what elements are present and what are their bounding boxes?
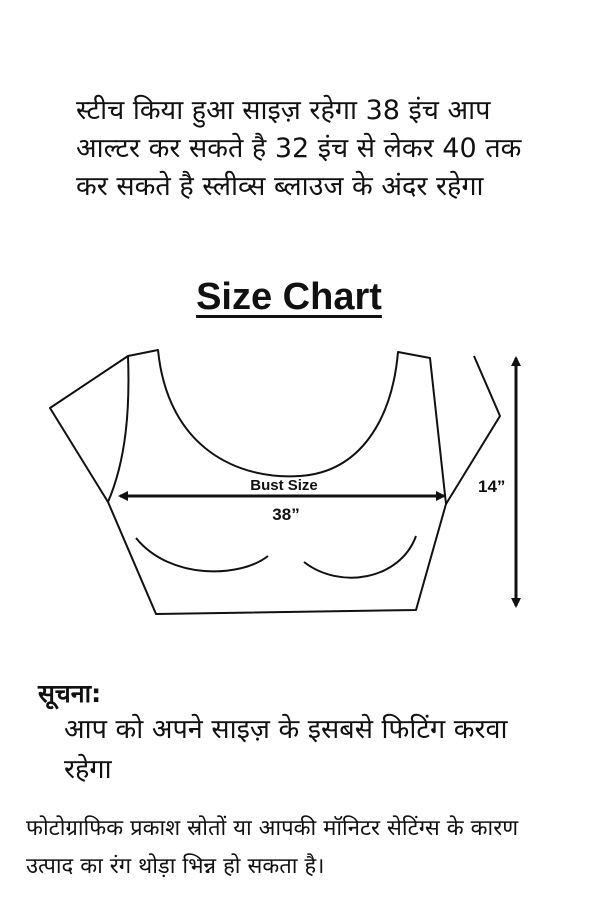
size-chart-title: Size Chart: [196, 276, 382, 318]
bust-size-label: Bust Size: [250, 477, 318, 494]
blouse-size-diagram: [0, 340, 600, 620]
left-bust-curve: [136, 538, 268, 571]
notice-label: सूचना:: [38, 679, 102, 708]
bust-size-value: 38”: [272, 505, 300, 524]
intro-line: आल्टर कर सकते है 32 इंच से लेकर 40 तक: [76, 133, 522, 164]
notice-text: [64, 710, 584, 790]
disclaimer-line: उत्पाद का रंग थोड़ा भिन्न हो सकता है।: [26, 854, 325, 879]
disclaimer-line: फोटोग्राफिक प्रकाश स्रोतों या आपकी मॉनिटर सेटिंग्स के कारण: [26, 816, 519, 841]
notice-line: आप को अपने साइज़ के इसबसे फिटिंग करवा: [64, 714, 508, 745]
length-value: 14”: [478, 477, 506, 496]
right-bust-curve: [304, 536, 416, 578]
notice-line: रहेगा: [64, 754, 112, 785]
intro-line: कर सकते है स्लीव्स ब्लाउज के अंदर रहेगा: [76, 171, 484, 202]
intro-line: स्टीच किया हुआ साइज़ रहेगा 38 इंच आप: [76, 95, 491, 126]
intro-text: [76, 92, 576, 206]
color-disclaimer: [26, 810, 586, 886]
